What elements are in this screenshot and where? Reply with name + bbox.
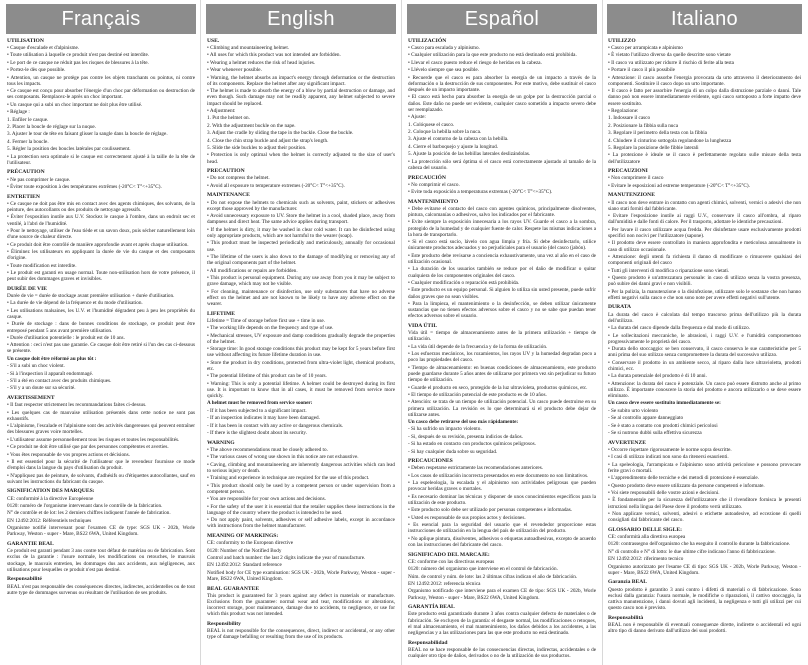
section-title: PRÉCAUTION <box>7 169 45 176</box>
paragraph: - If an inspection indicates it may have been damaged. <box>207 415 320 422</box>
paragraph: • Le sollecitazioni meccaniche, le abrasioni, i raggi U.V. e l'umidità compromettono progressivamente le proprietà del casco. <box>608 333 801 345</box>
paragraph: EN 12492:2012: referencia técnica <box>408 580 481 587</box>
section-title: Responsabilité <box>7 576 42 583</box>
paragraph: • Attention : ceci n'est pas une garantie. Ce casque doit être retiré si l'un des cas ci-dessous se présente. <box>7 342 195 354</box>
section <box>408 175 596 196</box>
section <box>608 527 801 576</box>
paragraph: Organisme notifié intervenant pour l'examen CE de type: SGS UK - 202b, Worle Parkway, Weston - super - Mare, BS22 6WA, United Kingdom. <box>7 525 195 538</box>
paragraph: 2. Posizionare la fibbia sulla nuca <box>608 122 679 129</box>
paragraph: - If it has been subjected to a significant impact. <box>207 407 307 414</box>
paragraph: 3. Ajuste el contorno de la cabeza con la hebilla. <box>408 136 509 143</box>
paragraph: 3. Adjust the cradle by sliding the tape in the buckle. Close the buckle. <box>207 130 354 137</box>
paragraph: • La durata del casco dipende dalla frequenza e dal modo di utilizzo. <box>608 325 801 331</box>
paragraph: 3. Ajuster le tour de tête en faisant glisser la sangle dans la boucle de réglage. <box>7 131 168 138</box>
section-title: SIGNIFICADO DEL MARCAJE: <box>408 551 490 558</box>
paragraph: - Si, después de su revisión, presenta indicios de daños. <box>408 433 523 440</box>
paragraph: - Si ha sufrido un impacto violento. <box>408 426 482 433</box>
section <box>7 286 195 392</box>
paragraph: - Se subito urto violento <box>608 407 659 414</box>
section <box>7 395 195 485</box>
section-title: MAINTENANCE <box>207 192 250 199</box>
paragraph: - If it has been in contact with any active or dangerous chemicals. <box>207 422 344 429</box>
paragraph: Un casque doit être réformé au plus tôt : <box>7 355 97 362</box>
section <box>608 304 801 436</box>
paragraph: • La durée de vie dépend de la fréquence et du mode d'utilisation. <box>7 300 195 306</box>
paragraph: • Ajuste: <box>408 114 596 120</box>
section <box>207 440 395 530</box>
paragraph: • Durée de stockage : dans de bonnes conditions de stockage, ce produit peut être entreposé pendant 5 ans avant première utilisation. <box>7 321 195 333</box>
section-title: DURATA <box>608 304 632 311</box>
paragraph: • Los casos de utilización incorrecta presentados en este documento no son limitativos. <box>408 473 596 479</box>
paragraph: • Casque d'escalade et d'alpinisme. <box>7 45 195 51</box>
paragraph: • Les quelques cas de mauvaise utilisation présentés dans cette notice ne sont pas exhaustifs. <box>7 410 195 422</box>
paragraph: • Le port de ce casque ne réduit pas les risques de blessures à la tête. <box>7 60 195 66</box>
paragraph: • Attenzione: il casco assorbe l'energia provocata da urto attraverso il deterioramento dei componenti. Sostituire il casco dopo un urto importante. <box>608 75 801 87</box>
section <box>608 192 801 300</box>
paragraph: • Este producto solo debe ser utilizado por personas competentes e informadas. <box>408 507 596 513</box>
paragraph: • Portare il casco il più possibile <box>608 67 801 73</box>
section-title: USE. <box>207 38 220 44</box>
section-title: BEAL GUARANTEE <box>207 585 260 592</box>
paragraph: - Se si nutrono dubbi sulla effettiva sicurezza <box>608 430 702 437</box>
section <box>608 615 801 635</box>
paragraph: • Occorre rispettare rigorosamente le norme sopra descritte. <box>608 447 801 453</box>
paragraph: - Se è stato a contatto con prodotti chimici pericolosi <box>608 422 718 429</box>
paragraph: • Caving, climbing and mountaineering are inherently dangerous activities which can lead to serious injury or death. <box>207 462 395 474</box>
paragraph: • Store the product in dry conditions, protected from ultra-violet light, chemical products, etc. <box>207 360 395 372</box>
section-title: AVERTISSEMENT <box>7 395 55 402</box>
paragraph: • Es necesario dominar las técnicas y disponer de unos conocimientos específicos para la utilización de este producto. <box>408 494 596 506</box>
section <box>608 579 801 611</box>
paragraph: • You are responsible for your own actions and decisions. <box>207 496 395 502</box>
paragraph: • Adjustment: <box>207 108 395 114</box>
paragraph: • Il faut respecter strictement les recommandations faites ci-dessus. <box>7 402 195 408</box>
paragraph: 3. Regolare il perimetro della testa con la fibbia <box>608 130 707 137</box>
paragraph: • Protection is only optimal when the helmet is correctly adjusted to the size of user's head. <box>207 152 395 164</box>
paragraph: • La speleologia, l'arrampicata e l'alpinismo sono attività pericolose e possono provocare ferite gravi o mortali. <box>608 462 801 474</box>
paragraph: - Si à l'inspection il apparaît endommagé. <box>7 370 94 377</box>
paragraph: • Es esencial para la seguridad del usuario que el revendedor proporcione estas instrucciones de utilización en la lengua del país de utilización del producto. <box>408 522 596 534</box>
section-title: MEANING OF MARKINGS: <box>207 533 279 540</box>
paragraph: • Debe evitarse el contacto del casco con agentes químicos, principalmente disolventes, pintura, calcomanías o adhesivos, salvo los indicados por el fabricante. <box>408 206 596 218</box>
paragraph: Organismo notificado que interviene para el examen CE de tipo: SGS UK - 202b, Worle Parkway, Weston - super - Mare, BS22 6WA, United Kingdom. <box>408 588 596 601</box>
paragraph: • Il est essentiel pour la sécurité de l'utilisateur que le revendeur fournisse ce mode d'emploi dans la langue du pays d'utilisation du produit. <box>7 459 195 471</box>
section <box>408 552 596 601</box>
paragraph: • Los esfuerzos mecánicos, los rozamientos, los rayos UV y la humedad degradan poco a poco las propiedades del casco. <box>408 351 596 363</box>
paragraph: BEAL n'est pas responsable des conséquences directes, indirectes, accidentelles ou de tout autre type de dommages survenus ou résultant de l'utilisation de ses produits. <box>7 583 195 596</box>
paragraph: • For the safety of the user it is essential that the retailer supplies these instructions in the language of the country where the product is intended to be used. <box>207 504 395 516</box>
paragraph: Organismo autorizzato per l'esame CE di tipo: SGS UK - 202b, Worle Parkway, Weston - super - Mare, BS22 6WA, United Kingdom. <box>608 563 801 576</box>
paragraph: • No comprimir el casco. <box>408 182 596 188</box>
section-title: AVVERTENZE <box>608 439 646 446</box>
paragraph: 1. Enfiler le casque. <box>7 116 49 123</box>
paragraph: • The lifetime of the users is also down to the damage of modifying or removing any of the original components part of the helmet. <box>207 254 395 266</box>
section <box>207 192 395 307</box>
paragraph: • Durata dello stoccaggio: se ben conservato, il casco conserva le sue caratteristiche per 5 anni prima del suo utilizzo senza compromettere la durata del successivo utilizzo. <box>608 346 801 358</box>
section <box>207 311 395 437</box>
column-body <box>6 34 196 596</box>
paragraph: • È vietato l'utilizzo diverso da quelle descritte sono vietate <box>608 52 801 58</box>
paragraph: 5. Régler la position des boucles latérales par coulissement. <box>7 146 131 153</box>
section <box>408 38 596 171</box>
section <box>7 169 195 190</box>
paragraph: • Il casco non deve entrare in contatto con agenti chimici, solventi, vernici o adesivi che non siano stati forniti dal fabbricante. <box>608 200 801 212</box>
section-title: Responsabilità <box>608 614 644 621</box>
paragraph: • Evite siempre la exposición innecesaria a los rayos UV. Guarde el casco a la sombra, protegido de la humedad y de cualquier fuente de calor. Respete las mismas indicaciones a la hora de transportarlo. <box>408 219 596 238</box>
paragraph: • Si el casco está sucio, lávelo con agua limpia y fría. Si debe desinfectarlo, utilice únicamente productos adecuados y no perjudiciales para el usuario (del casco (jabón). <box>408 239 596 251</box>
language-header: Español <box>407 4 597 34</box>
section <box>408 323 596 455</box>
paragraph: Un casco debe retirarse del uso más rápidamente: <box>408 419 519 426</box>
paragraph: • Éliminez les utilisateurs en appliquant la durée de vie du casque et des composants d'origine. <box>7 249 195 261</box>
section-title: GARANTÍA BEAL <box>408 604 455 611</box>
paragraph: Control and batch number: the last 2 digits indicate the year of manufacture. <box>207 554 366 561</box>
section-title: VIDA ÚTIL <box>408 323 438 330</box>
paragraph: • Wear whenever possible. <box>207 67 395 73</box>
paragraph: Notified body for CE type examination: SGS UK - 202b, Worle Parkway, Weston - super - Mare, BS22 6WA, United Kingdom. <box>207 569 395 582</box>
paragraph: • Evitare le esposizioni ad estreme temperature (-20°C< T°<+35°C). <box>608 183 801 189</box>
paragraph: • The potential lifetime of this product can be of 10 years. <box>207 373 395 379</box>
section-title: Garanzia BEAL <box>608 579 648 586</box>
paragraph: • Vous êtes responsable de vos propres actions et décisions. <box>7 452 195 458</box>
paragraph: EN 12492:2012: Standard reference <box>207 562 282 569</box>
section-title: PRECAUCIONES <box>408 458 453 465</box>
column-francais <box>6 0 196 665</box>
paragraph: • Climbing and mountaineering helmet. <box>207 45 395 51</box>
section-title: Responsibility <box>207 621 241 628</box>
paragraph: • Casco per arrampicata e alpinismo <box>608 45 801 51</box>
paragraph: • All modifications or repairs are forbidden. <box>207 268 395 274</box>
paragraph: • This product should only be used by a competent person or under supervision from a competent person. <box>207 483 395 495</box>
paragraph: • Avoid all exposure to temperature extremes (-20°C< T°<+35°C). <box>207 183 395 189</box>
paragraph: • The helmet is made to absorb the energy of a blow by partial destruction or damage, and even though. Such damage may not be readily apparent, any helmet subjected to severe impact should be replaced. <box>207 88 395 107</box>
paragraph: • Do not expose the helmets to chemicals such as solvents, paint, stickers or adhesives except those approved by the manufacturer. <box>207 200 395 212</box>
paragraph: CE: conformity to the European directive <box>207 540 293 547</box>
paragraph: • Warning, the helmet absorbs an impact's energy through deformation or the destruction of its components. Replace the helmet after any significant impact. <box>207 75 395 87</box>
section <box>7 194 195 283</box>
section-title: GLOSSARIO DELLE SIGLE: <box>608 526 682 533</box>
column-divider <box>200 0 201 665</box>
column-espanol <box>407 0 597 665</box>
paragraph: 1. Indossare il casco <box>608 115 651 122</box>
paragraph: CE: conforme con las directivas europeas <box>408 558 495 565</box>
paragraph: 0120: número del organismo que interviene en el control de fabricación. <box>408 566 558 573</box>
paragraph: • Regolazione: <box>608 108 801 114</box>
paragraph: 0120: Number of the Notified Body <box>207 547 282 554</box>
paragraph: • Ce casque ne doit pas être mis en contact avec des agents chimiques, des solvants, de la peinture, des autocollants ou des produits de nettoyage agressifs. <box>7 201 195 213</box>
paragraph: 5. Ajuste la posición de las hebillas laterales deslizándolas. <box>408 151 531 158</box>
paragraph: • Ce produit ne doit être utilisé que par des personnes compétentes et averties. <box>7 444 195 450</box>
paragraph: • Cualquier utilización para la que este producto no está destinado está prohibida. <box>408 52 596 58</box>
paragraph: • Ne pas comprimer le casque. <box>7 177 195 183</box>
paragraph: CE: conformità alla direttiva europea <box>608 533 686 540</box>
paragraph: • Attenzione: degli utenti fa richiesta il danno di modificare o rimuovere qualsiasi dei componenti originali del casco <box>608 254 801 266</box>
paragraph: • Toute utilisation à laquelle ce produit n'est pas destiné est interdite. <box>7 52 195 58</box>
paragraph: EN 12492:2012: Référentiels techniques <box>7 517 92 524</box>
paragraph: • La duración de los usuarios también se reduce por el daño de modificar o quitar cualquiera de los componentes originales del casco. <box>408 266 596 278</box>
paragraph: A helmet must be removed from service sooner: <box>207 400 313 407</box>
paragraph: • Attenzione: la durata del casco è potenziale. Un casco può essere distrutto anche al primo utilizzo. È importante conoscere la storia del prodotto e ancora utilizzarlo o se deve essere eliminato. <box>608 381 801 400</box>
section-title: SIGNIFICATION DES MARQUES: <box>7 488 95 495</box>
paragraph: • Recuerde que el casco es para absorber la energía de un impacto a través de la deformación o la destrucción de sus componentes. Por este motivo, debe sustituir el casco después de un impacto importante. <box>408 75 596 94</box>
paragraph: • Non applicare vernici, solventi, adesivi o etichette autoadesive, ad eccezione di quelli consigliati dal fabbricante del casco. <box>608 511 801 523</box>
paragraph: • Para la limpieza, el mantenimiento o la desinfección, se deben utilizar únicamente sustancias que no tienen efectos adversos sobre el casco y no se sabe que puedan tener efectos adversos sobre el usuario. <box>408 301 596 320</box>
paragraph: • Mechanical stresses, UV exposure and damp conditions gradually degrade the properties of the helmet. <box>207 333 395 345</box>
paragraph: 1. Put the helmet on. <box>207 115 250 122</box>
section <box>207 168 395 189</box>
paragraph: • Tiempo de almacenamiento: en buenas condiciones de almacenamiento, este producto puede guardarse durante 5 años antes de utilizarse por primera vez sin perjudicar su futuro tiempo de utilización. <box>408 365 596 384</box>
section-title: UTILIZZO <box>608 38 636 44</box>
paragraph: • Este producto debe revisarse a conciencia exhaustivamente, una vez al año en el caso de utilización ocasional. <box>408 253 596 265</box>
paragraph: • Réglage : <box>7 109 195 115</box>
paragraph: • Il casco è fatto per assorbire l'energia di un colpo dalla distruzione parziale o danni. Tale danno può non essere immediatamente evidente, ogni casco sottoposto a forte impatto deve essere sostituito. <box>608 88 801 107</box>
paragraph: Questo prodotto è garantito 3 anni contro i difetti di materiali o di fabbricazione. Sono esclusi dalla garanzia: l'usura normale, le modifiche o riparazioni, il cattivo stoccaggio, la cattiva manutenzione, i danni dovuti agli incidenti, la negligenza e tutti gli utilizzi per cui questo casco non è previsto. <box>608 586 801 612</box>
paragraph: N° de contrôle et de lot: les 2 derniers chiffres indiquent l'année de fabrication. <box>7 510 171 517</box>
section <box>207 533 395 582</box>
section-title: GARANTIE BEAL <box>7 541 54 548</box>
paragraph: 0120: numéro de l'organisme intervenant dans le contrôle de la fabrication. <box>7 502 163 509</box>
paragraph: • Questo prodotto deve essere utilizzato da persone competenti e informate. <box>608 483 801 489</box>
paragraph: 2. Placer la boucle de réglage sur la nuque. <box>7 124 97 131</box>
paragraph: • Il prodotto deve essere controllato in maniera approfondita e meticolosa annualmente in caso di utilizzo occasionale. <box>608 240 801 252</box>
paragraph: • No aplique pintura, disolventes, adhesivos o etiquetas autoadhesivas, excepto de acuerdo con las instrucciones del fabricante del casco. <box>408 536 596 548</box>
section <box>7 38 195 166</box>
section-title: LIFETIME <box>207 310 235 317</box>
paragraph: • All uses for which this product was not intended are forbidden. <box>207 52 395 58</box>
paragraph: • Portez-le dès que possible. <box>7 67 195 73</box>
section-title: WARNING <box>207 439 235 446</box>
column-body <box>206 34 396 641</box>
column-italiano <box>607 0 802 665</box>
column-divider <box>602 0 603 665</box>
paragraph: - S'il a été en contact avec des produits chimiques. <box>7 378 112 385</box>
paragraph: - If there is the slightest doubt about its security. <box>207 430 307 437</box>
paragraph: 4. Cierre el barboquejo y ajuste la longitud. <box>408 143 499 150</box>
section-title: DURÉE DE VIE <box>7 285 47 292</box>
paragraph: • Éviter l'exposition inutile aux U.V. Stockez le casque à l'ombre, dans un endroit sec et ventilé, à l'abri de l'humidité. <box>7 214 195 226</box>
paragraph: • Usted es responsable de sus propios actos y decisiones. <box>408 515 596 521</box>
paragraph: - S'il y a un doute sur sa sécurité. <box>7 385 76 392</box>
column-english <box>206 0 396 665</box>
paragraph: 5. Regolare la posizione delle fibbie laterali <box>608 145 699 151</box>
paragraph: • For cleaning, maintenance or disinfection, use only substances that have no adverse effect on the helmet and are not known to be likely to have any adverse effect on the wearer. <box>207 289 395 308</box>
section <box>7 541 195 573</box>
paragraph: • Tutti gli interventi di modifica o riparazione sono vietati. <box>608 268 801 274</box>
paragraph: • Éviter toute exposition à des températures extrêmes (-20°C< T°<+35°C). <box>7 184 195 190</box>
paragraph: 5. Slide the side buckles to adjust their position. <box>207 145 307 151</box>
paragraph: • I casi di utilizzo indicati non sono da ritenersi esaurienti. <box>608 454 801 460</box>
section <box>408 458 596 548</box>
paragraph: BEAL no se hace responsable de las consecuencias directas, indirectas, accidentales o de cualquier otro tipo de daños, derivados o no de la utilización de sus productos. <box>408 646 596 659</box>
paragraph: • Ce casque est conçu pour absorber l'énergie d'un choc par déformation ou destruction de ses composants. Remplacez-le après un choc important. <box>7 88 195 100</box>
paragraph: Un casco deve essere sostituito immediatamente se: <box>608 400 721 407</box>
paragraph: • Casco para escalada y alpinismo. <box>408 45 596 51</box>
paragraph: La durata del casco è calcolata dal tempo trascorso prima dell'utilizzo più la durata dell'utilizzo. <box>608 311 801 324</box>
paragraph: - Si hay cualquier duda sobre su seguridad. <box>408 448 498 455</box>
paragraph: • Wearing a helmet reduces the risk of head injuries. <box>207 60 395 66</box>
paragraph: - Si ha estado en contacto con productos químicos peligrosos. <box>408 441 536 448</box>
paragraph: • Llévelo siempre que sea posible. <box>408 67 596 73</box>
paragraph: • Este producto es un equipo personal. Si alguien lo utiliza sin usted presente, puede sufrir daños graves que no sean visibles. <box>408 287 596 299</box>
section <box>608 440 801 524</box>
section <box>207 38 395 165</box>
section <box>608 168 801 189</box>
section-title: UTILIZACIÓN <box>408 38 447 44</box>
paragraph: • Storage time: In good storage conditions this product may be kept for 5 years before first use without affecting its future lifetime duration in use. <box>207 346 395 358</box>
paragraph: • La espeleología, la escalada y el alpinismo son actividades peligrosas que pueden provocar heridas graves o mortales. <box>408 480 596 492</box>
column-body <box>407 34 597 659</box>
paragraph: • The working life depends on the frequency and type of use. <box>207 325 395 331</box>
language-header: English <box>206 4 396 34</box>
paragraph: This product is guaranteed for 3 years against any defect in materials or manufacture. Exclusions from the guarantee: normal wear and tear, modifications or alterations, incorrect storage, poor maintenance, damage due to accidents, to negligence, or use for which this product was not intended. <box>207 592 395 618</box>
paragraph: • Per lavare il casco utilizzare acqua fredda. Per disinfettare usare esclusivamente prodotti specifici non nocivi per l'utilizzatore (sapone). <box>608 227 801 239</box>
section <box>408 604 596 636</box>
section-title: ENTRETIEN <box>7 193 40 200</box>
paragraph: N° di controllo e N° di lotto: le due ultime cifre indicano l'anno di fabbricazione. <box>608 548 776 555</box>
paragraph: • La durata potenziale del prodotto è di 10 anni. <box>608 373 801 379</box>
language-header: Français <box>6 4 196 34</box>
section-title: UTILISATION <box>7 38 44 44</box>
paragraph: • Cualquier modificación o reparación está prohibida. <box>408 280 596 286</box>
paragraph: • La vida útil depende de la frecuencia y de la forma de utilización. <box>408 344 596 350</box>
paragraph: • L'apprendimento delle tecniche e dei metodi di protezione è essenziale. <box>608 475 801 481</box>
language-header: Italiano <box>607 4 802 34</box>
paragraph: Vida útil = tiempo de almacenamiento antes de la primera utilización + tiempo de utilización. <box>408 330 596 343</box>
paragraph: - Se al controllo appare danneggiato <box>608 415 684 422</box>
paragraph: 2. With the adjustment buckle on the nape. <box>207 122 296 129</box>
section <box>608 38 801 165</box>
section <box>207 621 395 641</box>
paragraph: - S'il a subi un choc violent. <box>7 363 65 370</box>
paragraph: Núm. de control y núm. de lote: las 2 últimas cifras indican el año de fabricación. <box>408 573 578 580</box>
paragraph: • Voi siete responsabili delle vostre azioni e decisioni. <box>608 490 801 496</box>
paragraph: • Llevar el casco puesto reduce el riesgo de heridas en la cabeza. <box>408 60 596 66</box>
section <box>408 199 596 320</box>
paragraph: • The various cases of wrong use shown in this notice are not exhaustive. <box>207 454 395 460</box>
paragraph: • Durée d'utilisation potentielle : le produit est de 10 ans. <box>7 335 195 341</box>
paragraph: • Le produit est garanti en usage normal. Toute non-utilisation hors de votre présence, il peut subir des dommages graves et invisibles. <box>7 270 195 282</box>
paragraph: • La protection sera optimale si le casque est correctement ajusté à la taille de la tête de l'utilisateur. <box>7 154 195 166</box>
paragraph: • Conservare il prodotto in un ambiente secco, al riparo dalla luce ultravioletta, prodotti chimici, ecc. <box>608 360 801 372</box>
section <box>7 488 195 537</box>
paragraph: • L'utilisateur assume personnellement tous les risques et toutes les responsabilités. <box>7 437 195 443</box>
paragraph: Ce produit est garanti pendant 3 ans contre tout défaut de matériau ou de fabrication. Sont exclus de la garantie : l'usure normale, les modifications ou retouches, le mauvais stockage, le mauvais entretien, les dommages dus aux accidents, aux négligences, aux utilisations pour lesquelles ce produit n'est pas destiné. <box>7 548 195 573</box>
paragraph: • Deben respetarse estrictamente las recomendaciones anteriores. <box>408 465 596 471</box>
paragraph: • Les utilisations malsaines, les U.V. et l'humidité dégradent peu à peu les propriétés du casque. <box>7 308 195 320</box>
paragraph: • The above recommendations must be closely adhered to. <box>207 447 395 453</box>
section <box>7 576 195 596</box>
paragraph: • Ce produit doit être contrôlé de manière approfondie avant et après chaque utilisation. <box>7 242 195 248</box>
paragraph: • Per la pulizia, la manutenzione o la disinfezione, utilizzare solo le sostanze che non hanno effetti negativi sulla casco e che non sono note per avere effetti negativi sull'utente. <box>608 289 801 301</box>
paragraph: • Pour le nettoyage, utiliser de l'eau tiède et un savon doux, puis sécher naturellement loin d'une source de chaleur directe. <box>7 228 195 240</box>
paragraph: 4. Chiudere il cinturino sottogola regolandone la lunghezza <box>608 137 732 144</box>
section-title: PRECAUZIONI <box>608 168 648 175</box>
paragraph: • El casco está hecho para absorber la energía de un golpe por la destrucción parcial o daños. Este daño no puede ser evidente, cualquier casco sometido a impacto severo debe ser reemplazado. <box>408 94 596 113</box>
paragraph: BEAL non è responsabile di eventuali conseguenze dirette, indirette o accidentali ed ogni altro tipo di danno derivato dall'utilizzo dei suoi prodotti. <box>608 621 801 635</box>
paragraph: • È fondamentale per la sicurezza dell'utilizzatore che il rivenditore fornisca le presenti istruzioni nella lingua del Paese dove il prodotto verrà utilizzato. <box>608 497 801 509</box>
paragraph: • This product is personal equipment. During any use away from you it may be subject to grave damage, which may not be visible. <box>207 275 395 287</box>
paragraph: • Evitare l'esposizione inutile ai raggi U.V., conservare il casco all'ombra, al riparo dall'umidità e dalle fonti di calore. Per il trasporto, adottare le identiche precauzioni. <box>608 213 801 225</box>
section <box>408 640 596 660</box>
paragraph: 4. Close the chin strap buckle and adjust the strap's length. <box>207 137 329 144</box>
column-body <box>607 34 802 634</box>
paragraph: • Do not compress the helmet. <box>207 175 395 181</box>
paragraph: 4. Fermer la boucle. <box>7 138 49 145</box>
paragraph: Durée de vie = durée de stockage avant première utilisation + durée d'utilisation. <box>7 292 175 299</box>
paragraph: • Avoid unnecessary exposure to UV. Store the helmet in a cool, shaded place, away from dampness and direct heat. The same advice applies during transport. <box>207 213 395 225</box>
section-title: MANUTENZIONE <box>608 192 655 199</box>
paragraph: • Toute modification est interdite. <box>7 263 195 269</box>
section-title: PRECAUTION <box>207 168 245 175</box>
paragraph: • Non comprimere il casco <box>608 175 801 181</box>
paragraph: • This product must be inspected periodically and meticulously, annually for occasional use. <box>207 240 395 252</box>
paragraph: BEAL is not responsible for the consequences, direct, indirect or accidental, or any other type of damage befalling or resulting from the use of its products. <box>207 628 395 641</box>
paragraph: EN 12492:2012: riferimento tecnico <box>608 556 684 563</box>
paragraph: • Guarde el producto en seco, protegido de la luz ultravioleta, productos químicos, etc. <box>408 385 596 391</box>
paragraph: 1. Colóquese el casco. <box>408 121 455 128</box>
section-title: MANTENIMIENTO <box>408 198 459 205</box>
paragraph: • Do not apply paint, solvents, adhesives or self adhesive labels, except in accordance with instructions from the helmet manufacturer. <box>207 517 395 529</box>
paragraph: 2. Coloque la hebilla sobre la nuca. <box>408 129 482 136</box>
paragraph: • N'appliquez pas de peinture, de solvants, d'adhésifs ou d'étiquettes autocollantes, sauf en suivant les instructions du fabricant du casque. <box>7 473 195 485</box>
paragraph: • Questo prodotto è un'attrezzatura personale: in caso di utilizzo senza la vostra presenza, può subire dei danni gravi e non visibili. <box>608 275 801 287</box>
paragraph: • La protección sólo será óptima si el casco está correctamente ajustado al tamaño de la cabeza del usuario. <box>408 159 596 171</box>
paragraph: • Warning: This is only a potential lifetime. A helmet could be destroyed during its first use. It is important to know that in all cases, it must be removed from service more quickly. <box>207 381 395 400</box>
paragraph: Este producto está garantizado durante 3 años contra cualquier defecto de materiales o de fabricación. Se excluyen de la garantía: el desgaste normal, las modificaciones o retoques, el mal almacenamiento, el mal mantenimiento, los daños debidos a los accidentes, a las negligencias y a las utilizaciones para las que este producto no está destinado. <box>408 611 596 636</box>
paragraph: • Evite toda exposición a temperaturas extremas (-20°C< T°<+35°C). <box>408 189 596 195</box>
paragraph: • Atención: se trata de un tiempo de utilización potencial. Un casco puede destruirse en su primera utilización. La revisión es lo que determinará si el producto debe dejar de utilizarse antes. <box>408 399 596 418</box>
paragraph: CE: conformité à la directive Européenne <box>7 495 94 502</box>
paragraph: • If the helmet is dirty, it may be washed in clear cold water. It can be disinfected using only appropriate products, which are not harmful to the wearer (soap). <box>207 227 395 239</box>
paragraph: • La protezione è ideale se il casco è perfettamente regolato sulle misure della testa dell'utilizzatore <box>608 152 801 164</box>
paragraph: • Attention, un casque ne protège pas contre les objets tranchants ou pointus, ni contre tous les impacts. <box>7 75 195 87</box>
section <box>207 586 395 618</box>
paragraph: • Il casco va utilizzato per ridurre il rischio di ferite alla testa <box>608 60 801 66</box>
paragraph: • Un casque qui a subi un choc important ne doit plus être utilisé. <box>7 102 195 108</box>
paragraph: Lifetime = Time of storage before first use + time in use. <box>207 317 325 324</box>
paragraph: • El tiempo de utilización potencial de este producto es de 10 años. <box>408 392 596 398</box>
section-title: Responsabilidad <box>408 639 448 646</box>
paragraph: 0120: contrassegno dell'organismo che ha eseguito il controllo durante la fabbricazione. <box>608 541 791 548</box>
paragraph: • L'alpinisme, l'escalade et l'alpinisme sont des activités dangereuses qui peuvent entraîner des blessures graves voire mortelles. <box>7 423 195 435</box>
section-title: PRECAUCIÓN <box>408 174 446 181</box>
paragraph: • Training and experience in technique are required for the use of this product. <box>207 475 395 481</box>
column-divider <box>401 0 402 665</box>
